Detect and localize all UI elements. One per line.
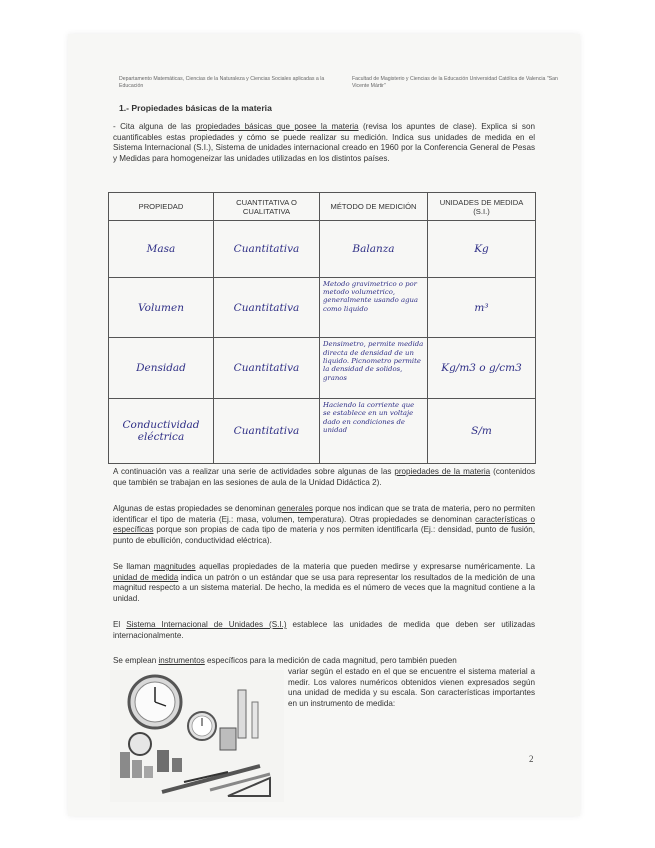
underlined-term: propiedades básicas que posee la materia bbox=[195, 122, 359, 131]
handwritten-cell: Densimetro, permite medida directa de densidad de un liquido. Picnometro permite la densidad de solidos, granos bbox=[320, 338, 428, 399]
underlined-term: unidad de medida bbox=[113, 572, 179, 582]
table-row bbox=[109, 399, 536, 464]
page-number: 2 bbox=[529, 754, 534, 764]
paragraph-properties: A continuación vas a realizar una serie de actividades sobre algunas de las propiedades de la materia (contenidos que también se trabajan en las sesiones de aula de la Unidad Didáctica 2). bbox=[113, 467, 536, 487]
handwritten-cell: S/m bbox=[428, 399, 536, 464]
handwritten-cell: Cuantitativa bbox=[214, 338, 320, 399]
handwritten-cell: Balanza bbox=[320, 221, 428, 278]
handwritten-cell: Conductividad eléctrica bbox=[109, 399, 214, 464]
handwritten-cell: Kg bbox=[428, 221, 536, 278]
underlined-term: propiedades de la materia bbox=[394, 467, 491, 476]
handwritten-cell: Volumen bbox=[109, 277, 214, 338]
underlined-term: características o específicas bbox=[113, 514, 535, 535]
handwritten-cell: Haciendo la corriente que se establece en un voltaje dado en condiciones de unidad bbox=[320, 399, 428, 464]
table-header-row bbox=[109, 193, 536, 221]
underlined-term: instrumentos bbox=[158, 656, 205, 665]
underlined-term: Sistema Internacional de Unidades (S.I.) bbox=[126, 620, 287, 629]
table-row bbox=[109, 277, 536, 338]
handwritten-cell: Metodo gravimetrico o por metodo volumetrico, generalmente usando agua como liquido bbox=[320, 277, 428, 338]
handwritten-cell: Kg/m3 o g/cm3 bbox=[428, 338, 536, 399]
column-header: UNIDADES DE MEDIDA (S.I.) bbox=[428, 193, 536, 221]
header-department: Departamento Matemáticas, Ciencias de la Naturaleza y Ciencias Sociales aplicadas a la Educación bbox=[119, 76, 325, 89]
document-page bbox=[68, 34, 580, 816]
measuring-instruments-photo bbox=[110, 670, 284, 802]
section-title: 1.- Propiedades básicas de la materia bbox=[119, 103, 272, 113]
paragraph-general-properties: Algunas de estas propiedades se denominan generales porque nos indican que se trata de materia, pero no permiten identificar el tipo de materia (Ej.: masa, volumen, temperatura). Otras propiedades se denominan características o específicas porque son propias de cada tipo de materia y nos permiten identificarla (Ej.: densidad, punto de fusión, punto de ebullición, conductividad eléctrica). bbox=[113, 504, 535, 545]
handwritten-cell: Cuantitativa bbox=[214, 221, 320, 278]
header-faculty: Facultad de Magisterio y Ciencias de la Educación Universidad Católica de Valencia "San Vicente Mártir" bbox=[352, 76, 558, 89]
underlined-term: generales bbox=[277, 504, 313, 513]
table-row bbox=[109, 338, 536, 399]
column-header: MÉTODO DE MEDICIÓN bbox=[320, 193, 428, 221]
paragraph-magnitudes: Se llaman magnitudes aquellas propiedades de la materia que pueden medirse y expresarse numéricamente. La unidad de medida indica un patrón o un estándar que se usa para representar los resultados de la medición de una magnitud respecto a un sistema material. De hecho, la medida es el número de veces que la magnitud contiene a la unidad. bbox=[113, 562, 535, 603]
paragraph-si: El Sistema Internacional de Unidades (S.I.) establece las unidades de medida que deben ser utilizadas internacionalmente. bbox=[113, 620, 535, 640]
handwritten-cell: m³ bbox=[428, 277, 536, 338]
paragraph-instruments-continued: variar según el estado en el que se encuentre el sistema material a medir. Los valores numéricos obtenidos vienen expresados según una unidad de medida y su escala. Son características importantes en un instrumento de medida: bbox=[288, 667, 535, 708]
intro-paragraph: - Cita alguna de las propiedades básicas que posee la materia (revisa los apuntes de clase). Explica si son cuantificables estas propiedades y cómo se puede realizar su medición. Indica sus unidades de medida en el Sistema Internacional (S.I.), Sistema de unidades internacional creado en 1960 por la Conferencia General de Pesas y Medidas para homogeneizar las unidades utilizadas en los distintos países. bbox=[113, 122, 535, 163]
table-row bbox=[109, 221, 536, 278]
properties-table bbox=[108, 192, 536, 464]
handwritten-cell: Densidad bbox=[109, 338, 214, 399]
underlined-term: magnitudes bbox=[153, 562, 196, 571]
handwritten-cell: Masa bbox=[109, 221, 214, 278]
column-header: CUANTITATIVA O CUALITATIVA bbox=[214, 193, 320, 221]
handwritten-cell: Cuantitativa bbox=[214, 277, 320, 338]
column-header: PROPIEDAD bbox=[109, 193, 214, 221]
handwritten-cell: Cuantitativa bbox=[214, 399, 320, 464]
paragraph-instruments: Se emplean instrumentos específicos para la medición de cada magnitud, pero también pueden bbox=[113, 656, 457, 665]
